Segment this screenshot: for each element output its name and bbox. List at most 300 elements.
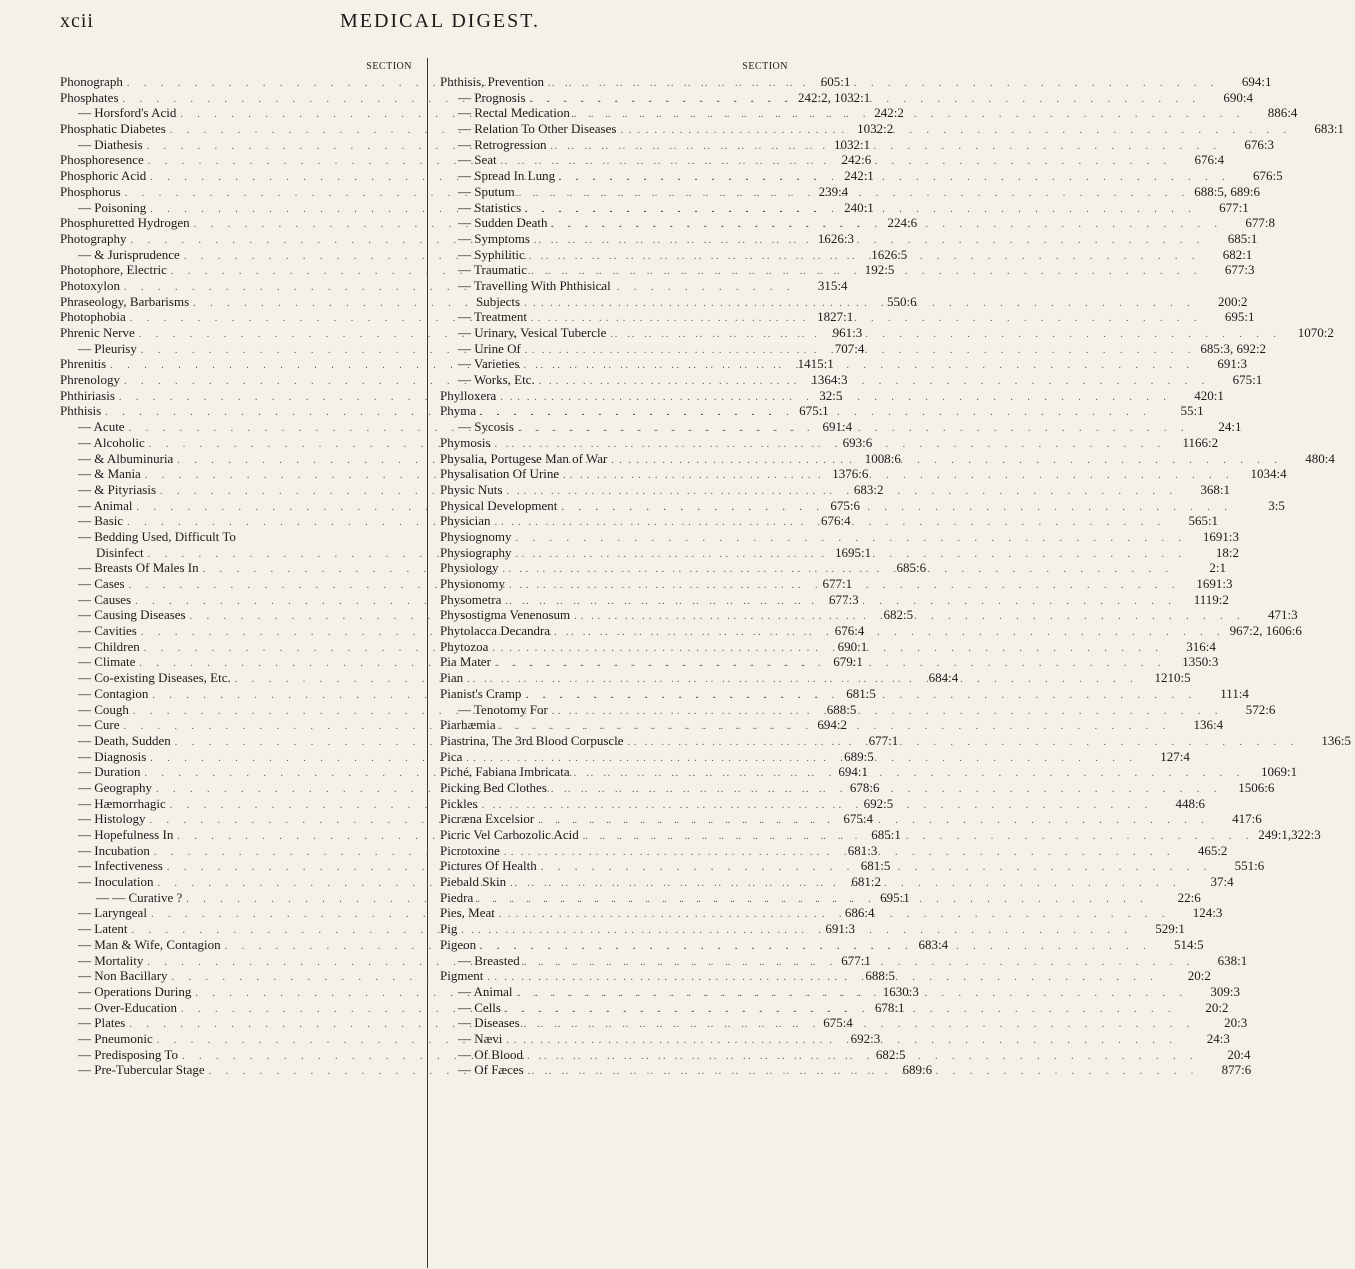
index-term: — Sputum (458, 183, 515, 199)
index-term: — & Mania (78, 466, 141, 482)
index-term: — & Pityriasis (78, 481, 157, 497)
index-term: — & Albuminuria (78, 450, 174, 466)
index-term: — Climate (78, 654, 136, 670)
index-term: — Tenotomy For (458, 701, 548, 717)
section-reference: 689:6 (902, 1062, 933, 1078)
index-term: — Of Fæces (458, 1062, 524, 1078)
section-reference: 1119:2 (1193, 591, 1229, 607)
index-term: Physostigma Venenosum (440, 607, 571, 623)
leader-dots (502, 481, 1182, 500)
index-term: — Bedding Used, Difficult To (78, 528, 236, 544)
leader-dots (520, 293, 1200, 312)
index-term: Phytozoa (440, 638, 489, 654)
index-term: — Symptoms (458, 230, 530, 246)
section-reference: 316:4 (1186, 638, 1216, 654)
index-entry (440, 278, 792, 294)
leader-dots (496, 387, 1176, 406)
index-term: — Predisposing To (78, 1046, 178, 1062)
section-reference: 682:1 (1222, 246, 1253, 262)
index-term: Phosphates (60, 89, 119, 105)
index-term: Physiology (440, 560, 499, 576)
section-reference: 676:3 (1244, 136, 1274, 152)
section-reference: 683:1 (1314, 121, 1344, 137)
leader-dots (520, 1017, 1200, 1033)
index-term: Physic Nuts (440, 481, 503, 497)
leader-dots (548, 217, 1228, 233)
index-term: Disinfect (96, 544, 144, 560)
section-reference: 136:5 (1321, 732, 1352, 748)
section-reference: 688:5 (865, 968, 896, 984)
index-term: Phytolacca Decandra (440, 623, 551, 639)
leader-dots (520, 358, 1200, 374)
index-term: — Rectal Medication (458, 105, 570, 121)
index-term: Pies, Meat (440, 905, 495, 921)
section-reference: 550:6 (887, 293, 917, 309)
leader-dots (624, 732, 1304, 751)
section-reference: 690:1 (837, 638, 868, 654)
index-term: Physalisation Of Urine (440, 466, 560, 482)
leader-dots (501, 591, 1181, 610)
section-reference: 480:4 (1305, 450, 1335, 466)
index-term: Phthisis, Prevention (440, 74, 545, 89)
section-reference: 677:1 (841, 952, 871, 968)
index-entry (60, 529, 416, 545)
section-reference: 242:6 (841, 152, 872, 168)
section-reference: 20:2 (1187, 968, 1211, 984)
index-term: Phrenology (60, 372, 120, 388)
section-reference: 685:6 (896, 560, 927, 576)
index-term: Pica (440, 748, 463, 764)
section-reference: 420:1 (1194, 387, 1224, 403)
leader-dots (579, 829, 1259, 845)
index-term: Physionomy (440, 576, 506, 591)
section-reference: 682:5 (883, 607, 914, 623)
section-reference: 675:6 (830, 497, 861, 513)
section-reference: 683:4 (918, 936, 949, 952)
leader-dots (521, 199, 1201, 218)
section-reference: 677:3 (828, 591, 859, 607)
section-reference: 886:4 (1267, 105, 1298, 121)
leader-dots (527, 311, 1207, 327)
index-term: — Urine Of (458, 340, 521, 356)
section-reference: 1032:2 (857, 121, 894, 137)
index-term: — Geography (78, 779, 153, 795)
section-reference: 684:4 (928, 670, 959, 686)
section-reference: 681:3 (847, 842, 878, 858)
index-term: Piastrina, The 3rd Blood Corpuscle (440, 732, 624, 748)
leader-dots (505, 578, 1185, 594)
index-term: — Over-Education (78, 999, 178, 1015)
index-term: Picking Bed Clothes (440, 779, 547, 795)
leader-dots (521, 340, 1201, 359)
index-term: — Seat (458, 152, 497, 168)
section-reference: 683:2 (853, 481, 884, 497)
leader-dots (515, 183, 1195, 202)
section-reference: 224:6 (887, 215, 918, 231)
section-reference: 465:2 (1197, 842, 1228, 858)
index-term: — Infectiveness (78, 858, 163, 874)
section-reference: 691:3 (825, 921, 855, 937)
index-term: — Sudden Death (458, 215, 548, 231)
index-term: Phrenic Nerve (60, 325, 135, 340)
index-term: Phosphoric Acid (60, 168, 147, 184)
index-term: Photophobia (60, 309, 126, 325)
leader-dots (463, 672, 1143, 688)
section-reference: 127:4 (1160, 748, 1190, 764)
index-term: — Works, Etc. (458, 372, 535, 388)
section-reference: 1827:1 (817, 309, 854, 325)
index-term: Phraseology, Barbarisms (60, 293, 190, 309)
index-term: — Non Bacillary (78, 968, 168, 984)
section-reference: 3:5 (1268, 497, 1285, 513)
index-term: Pianist's Cramp (440, 685, 522, 701)
index-term: Picrotoxine (440, 842, 500, 858)
section-reference: 37:4 (1210, 874, 1234, 890)
section-reference: 1210:5 (1154, 670, 1191, 686)
index-term: Physalia, Portugese Man of War (440, 450, 608, 466)
section-reference: 691:3 (1217, 356, 1247, 372)
leader-dots (500, 842, 1180, 861)
index-term: Pian (440, 670, 464, 686)
index-term: — Sycosis (458, 419, 514, 435)
section-reference: 1008:6 (864, 450, 901, 466)
running-title: MEDICAL DIGEST. (340, 10, 540, 32)
index-term: — Histology (78, 811, 146, 827)
index-term: Phthiriasis (60, 387, 115, 403)
section-reference: 675:1 (1232, 372, 1263, 388)
page-header (0, 6, 801, 36)
index-term: Pigment (440, 968, 484, 984)
index-term: — Mortality (78, 952, 144, 968)
leader-dots (478, 795, 1158, 814)
index-term: — Pneumonic (78, 1030, 153, 1046)
section-reference: 1032:1 (834, 136, 871, 152)
leader-dots (550, 625, 1230, 641)
index-term: Phosphoresence (60, 152, 144, 168)
section-reference: 20:3 (1224, 1015, 1248, 1031)
section-reference: 605:1 (820, 74, 851, 89)
section-reference: 55:1 (1180, 403, 1204, 419)
section-reference: 1695:1 (835, 544, 872, 560)
section-reference: 20:4 (1227, 1046, 1251, 1062)
section-reference: 1364:3 (811, 372, 848, 388)
section-reference: 1069:1 (1260, 764, 1298, 780)
leader-dots (548, 701, 1228, 720)
section-reference: 685:1 (1227, 230, 1258, 246)
index-term: — Causes (78, 591, 132, 607)
section-reference: 24:1 (1218, 419, 1242, 435)
index-term: — Duration (78, 764, 141, 780)
index-term: Pickles (440, 795, 478, 811)
index-term: — Statistics (458, 199, 522, 215)
index-term: — Pleurisy (78, 340, 137, 356)
index-term: Phosphuretted Hydrogen (60, 215, 190, 231)
leader-dots (525, 246, 1205, 265)
index-term: Phyma (440, 403, 477, 419)
index-term: Phosphatic Diabetes (60, 121, 166, 137)
index-term: — Cells (458, 999, 501, 1015)
leader-dots (616, 123, 1296, 139)
section-reference: 682:5 (875, 1046, 906, 1062)
section-reference: 681:5 (846, 685, 876, 701)
leader-dots (570, 609, 1250, 625)
section-reference: 678:1 (874, 999, 905, 1015)
index-term: — Laryngeal (78, 905, 147, 921)
section-reference: 676:5 (1253, 168, 1283, 184)
section-reference: 677:3 (1224, 262, 1255, 278)
section-reference: 877:6 (1221, 1062, 1252, 1078)
section-reference: 692:5 (863, 795, 894, 811)
section-reference: 678:6 (849, 779, 880, 795)
index-term: — Retrogression (458, 136, 547, 152)
leader-dots (502, 1030, 1182, 1049)
index-term: — Hopefulness In (78, 827, 174, 842)
section-reference: 677:1 (822, 576, 853, 591)
index-term: — Acute (78, 419, 125, 435)
leader-dots (495, 907, 1175, 923)
index-term: — Diagnosis (78, 748, 147, 764)
section-reference: 1070:2 (1297, 325, 1334, 340)
leader-dots (534, 813, 1214, 829)
section-reference: 707:4 (834, 340, 865, 356)
index-term: Piebald Skin (440, 874, 507, 890)
index-term: Pia Mater (440, 654, 491, 670)
leader-dots (559, 468, 1239, 484)
section-reference: 681:2 (851, 874, 881, 890)
section-reference: 1415:1 (797, 356, 834, 372)
index-term: — Syphilitic (458, 246, 525, 262)
section-reference: 961:3 (832, 325, 863, 340)
section-reference: 242:1 (844, 168, 874, 184)
section-reference: 242:2, 1032:1 (798, 89, 871, 105)
section-reference: 200:2 (1217, 293, 1248, 309)
index-term: — Breasts Of Males In (78, 560, 199, 576)
index-term: Pig (440, 921, 458, 937)
index-term: — Cough (78, 701, 129, 717)
section-reference: 1691:3 (1202, 528, 1240, 544)
index-term: — Alcoholic (78, 434, 145, 450)
section-reference: 675:4 (823, 1015, 853, 1031)
index-entry (440, 528, 1240, 545)
section-reference: 675:1 (799, 403, 829, 419)
section-reference: 32:5 (819, 387, 843, 403)
section-reference: 448:6 (1175, 795, 1206, 811)
section-reference: 679:1 (833, 654, 863, 670)
section-reference: 24:3 (1206, 1030, 1230, 1046)
leader-dots (535, 374, 1215, 390)
index-term: — Incubation (78, 842, 150, 858)
leader-dots (530, 230, 1210, 249)
section-reference: 1376:6 (832, 466, 869, 482)
index-term: Photography (60, 230, 127, 246)
section-reference: 1166:2 (1182, 434, 1219, 450)
section-reference: 676:4 (821, 513, 851, 529)
index-term: — Contagion (78, 685, 149, 701)
section-reference: 565:1 (1188, 513, 1219, 529)
leader-dots (557, 497, 1237, 516)
section-reference: 1506:6 (1238, 779, 1275, 795)
index-term: — Urinary, Vesical Tubercle (458, 325, 607, 340)
index-term: Physician (440, 513, 491, 529)
leader-dots (555, 170, 1235, 186)
section-reference: 18:2 (1215, 544, 1239, 560)
section-reference: 967:2, 1606:6 (1229, 623, 1302, 639)
section-reference: 691:4 (822, 419, 853, 435)
index-term: — Travelling With Phthisical (458, 277, 611, 293)
index-term: — — Curative ? (96, 889, 183, 905)
section-reference: 471:3 (1268, 607, 1298, 623)
leader-dots (570, 107, 1250, 123)
leader-dots (457, 923, 1137, 939)
section-reference: 1626:5 (871, 246, 908, 262)
index-term: — & Jurisprudence (78, 246, 180, 262)
index-term: — Breasted (458, 952, 520, 968)
leader-dots (523, 1046, 1203, 1065)
index-term: — Inoculation (78, 874, 154, 890)
section-reference: 692:3 (850, 1030, 881, 1046)
index-term: — Nævi (458, 1030, 503, 1046)
page-number: xcii (60, 10, 94, 32)
leader-dots (501, 999, 1181, 1018)
section-reference: 136:4 (1193, 717, 1224, 733)
leader-dots (520, 952, 1200, 971)
section-reference: 690:4 (1223, 89, 1254, 105)
section-reference: 681:5 (860, 858, 891, 874)
section-reference: 686:4 (844, 905, 875, 921)
leader-dots (473, 889, 1153, 908)
section-reference: 688:5 (826, 701, 857, 717)
index-term: — Cavities (78, 623, 137, 639)
index-term: — Man & Wife, Contagion (78, 936, 221, 952)
index-term: — Causing Diseases (78, 607, 186, 623)
leader-dots (607, 450, 1287, 469)
leader-dots (513, 983, 1193, 1002)
section-reference: 695:1 (1224, 309, 1255, 325)
index-term: — Diathesis (78, 136, 143, 152)
index-term: Physiography (440, 544, 512, 560)
section-reference: 242:2 (874, 105, 904, 121)
leader-dots (527, 264, 1207, 280)
section-reference: 677:8 (1245, 215, 1276, 231)
leader-dots (514, 421, 1194, 437)
index-term: Photoxylon (60, 277, 120, 293)
leader-dots (537, 860, 1217, 876)
section-reference: 22:6 (1177, 889, 1201, 905)
index-term: — Death, Sudden (78, 732, 171, 748)
index-term: — Poisoning (78, 199, 147, 215)
index-term: Phosphorus (60, 183, 121, 199)
index-term: — Children (78, 638, 140, 654)
index-term: — Relation To Other Diseases (458, 121, 617, 137)
section-reference: 685:3, 692:2 (1200, 340, 1267, 356)
index-term: — Hæmorrhagic (78, 795, 166, 811)
section-reference: 688:5, 689:6 (1194, 183, 1260, 199)
leader-dots (476, 936, 1156, 955)
section-reference: 677:1 (1219, 199, 1249, 215)
index-term: — Animal (458, 983, 513, 999)
section-reference: 1630:3 (882, 983, 919, 999)
index-term: Phylloxera (440, 387, 497, 403)
index-term: — Spread In Lung (458, 168, 556, 184)
section-reference: 551:6 (1234, 858, 1265, 874)
index-term: — Basic (78, 513, 124, 529)
section-reference: 572:6 (1245, 701, 1276, 717)
leader-dots (512, 531, 1192, 547)
leader-dots (570, 766, 1250, 782)
index-term: Picræna Excelsior (440, 811, 535, 827)
leader-dots (491, 656, 1171, 672)
section-reference: 676:4 (834, 623, 865, 639)
leader-dots (524, 1064, 1204, 1080)
index-term: — Operations During (78, 983, 192, 999)
section-reference: 111:4 (1220, 685, 1249, 701)
section-reference: 677:1 (868, 732, 899, 748)
index-term: Phymosis (440, 434, 491, 450)
index-term: Pictures Of Health (440, 858, 537, 874)
leader-dots (497, 154, 1177, 170)
index-term: Phthisis (60, 403, 102, 419)
index-term: — Traumatic (458, 262, 527, 278)
section-reference: 249:1,322:3 (1258, 827, 1321, 842)
index-term: — Of Blood (458, 1046, 523, 1062)
section-reference: 694:1 (838, 764, 868, 780)
section-reference: 514:5 (1174, 936, 1204, 952)
index-term: Physometra (440, 591, 502, 607)
leader-dots (512, 544, 1192, 563)
section-reference: 1034:4 (1250, 466, 1287, 482)
section-reference: 694:2 (817, 717, 848, 733)
section-reference: 638:1 (1217, 952, 1248, 968)
section-reference: 1691:3 (1196, 576, 1233, 591)
section-reference: 1626:3 (817, 230, 854, 246)
index-term: Physiognomy (440, 528, 512, 544)
index-term: — Co-existing Diseases, Etc. (78, 670, 231, 686)
index-term: Picric Vel Carbozolic Acid (440, 827, 579, 842)
section-reference: 693:6 (842, 434, 873, 450)
section-reference: 685:1 (871, 827, 901, 842)
leader-dots (488, 638, 1168, 657)
section-reference: 417:6 (1232, 811, 1262, 827)
section-reference: 1350:3 (1182, 654, 1219, 670)
index-term: Subjects (476, 293, 521, 309)
index-term: Piarhæmia (440, 717, 496, 733)
index-term: — Cure (78, 717, 120, 733)
index-term: — Diseases (458, 1015, 520, 1031)
leader-dots (506, 876, 1186, 892)
leader-dots (499, 562, 1179, 578)
index-term: Pigeon (440, 936, 477, 952)
index-term: Piedra (440, 889, 474, 905)
leader-dots (521, 685, 1201, 704)
index-term: — Cases (78, 576, 125, 591)
leader-dots (544, 76, 1224, 92)
index-term: Photophore, Electric (60, 262, 167, 278)
leader-dots (547, 779, 1227, 798)
section-reference: 192:5 (864, 262, 895, 278)
section-reference: 2:1 (1209, 560, 1227, 576)
section-reference: 694:1 (1241, 74, 1272, 89)
section-reference: 124:3 (1192, 905, 1223, 921)
index-term: Physical Development (440, 497, 558, 513)
section-reference: 368:1 (1200, 481, 1230, 497)
section-reference: 529:1 (1155, 921, 1185, 937)
section-reference: 315:4 (817, 277, 848, 293)
leader-dots (546, 136, 1226, 155)
index-term: — Plates (78, 1015, 126, 1031)
index-term: Phonograph (60, 74, 123, 89)
section-column-label: SECTION (742, 61, 788, 72)
index-term: — Varieties (458, 356, 520, 372)
